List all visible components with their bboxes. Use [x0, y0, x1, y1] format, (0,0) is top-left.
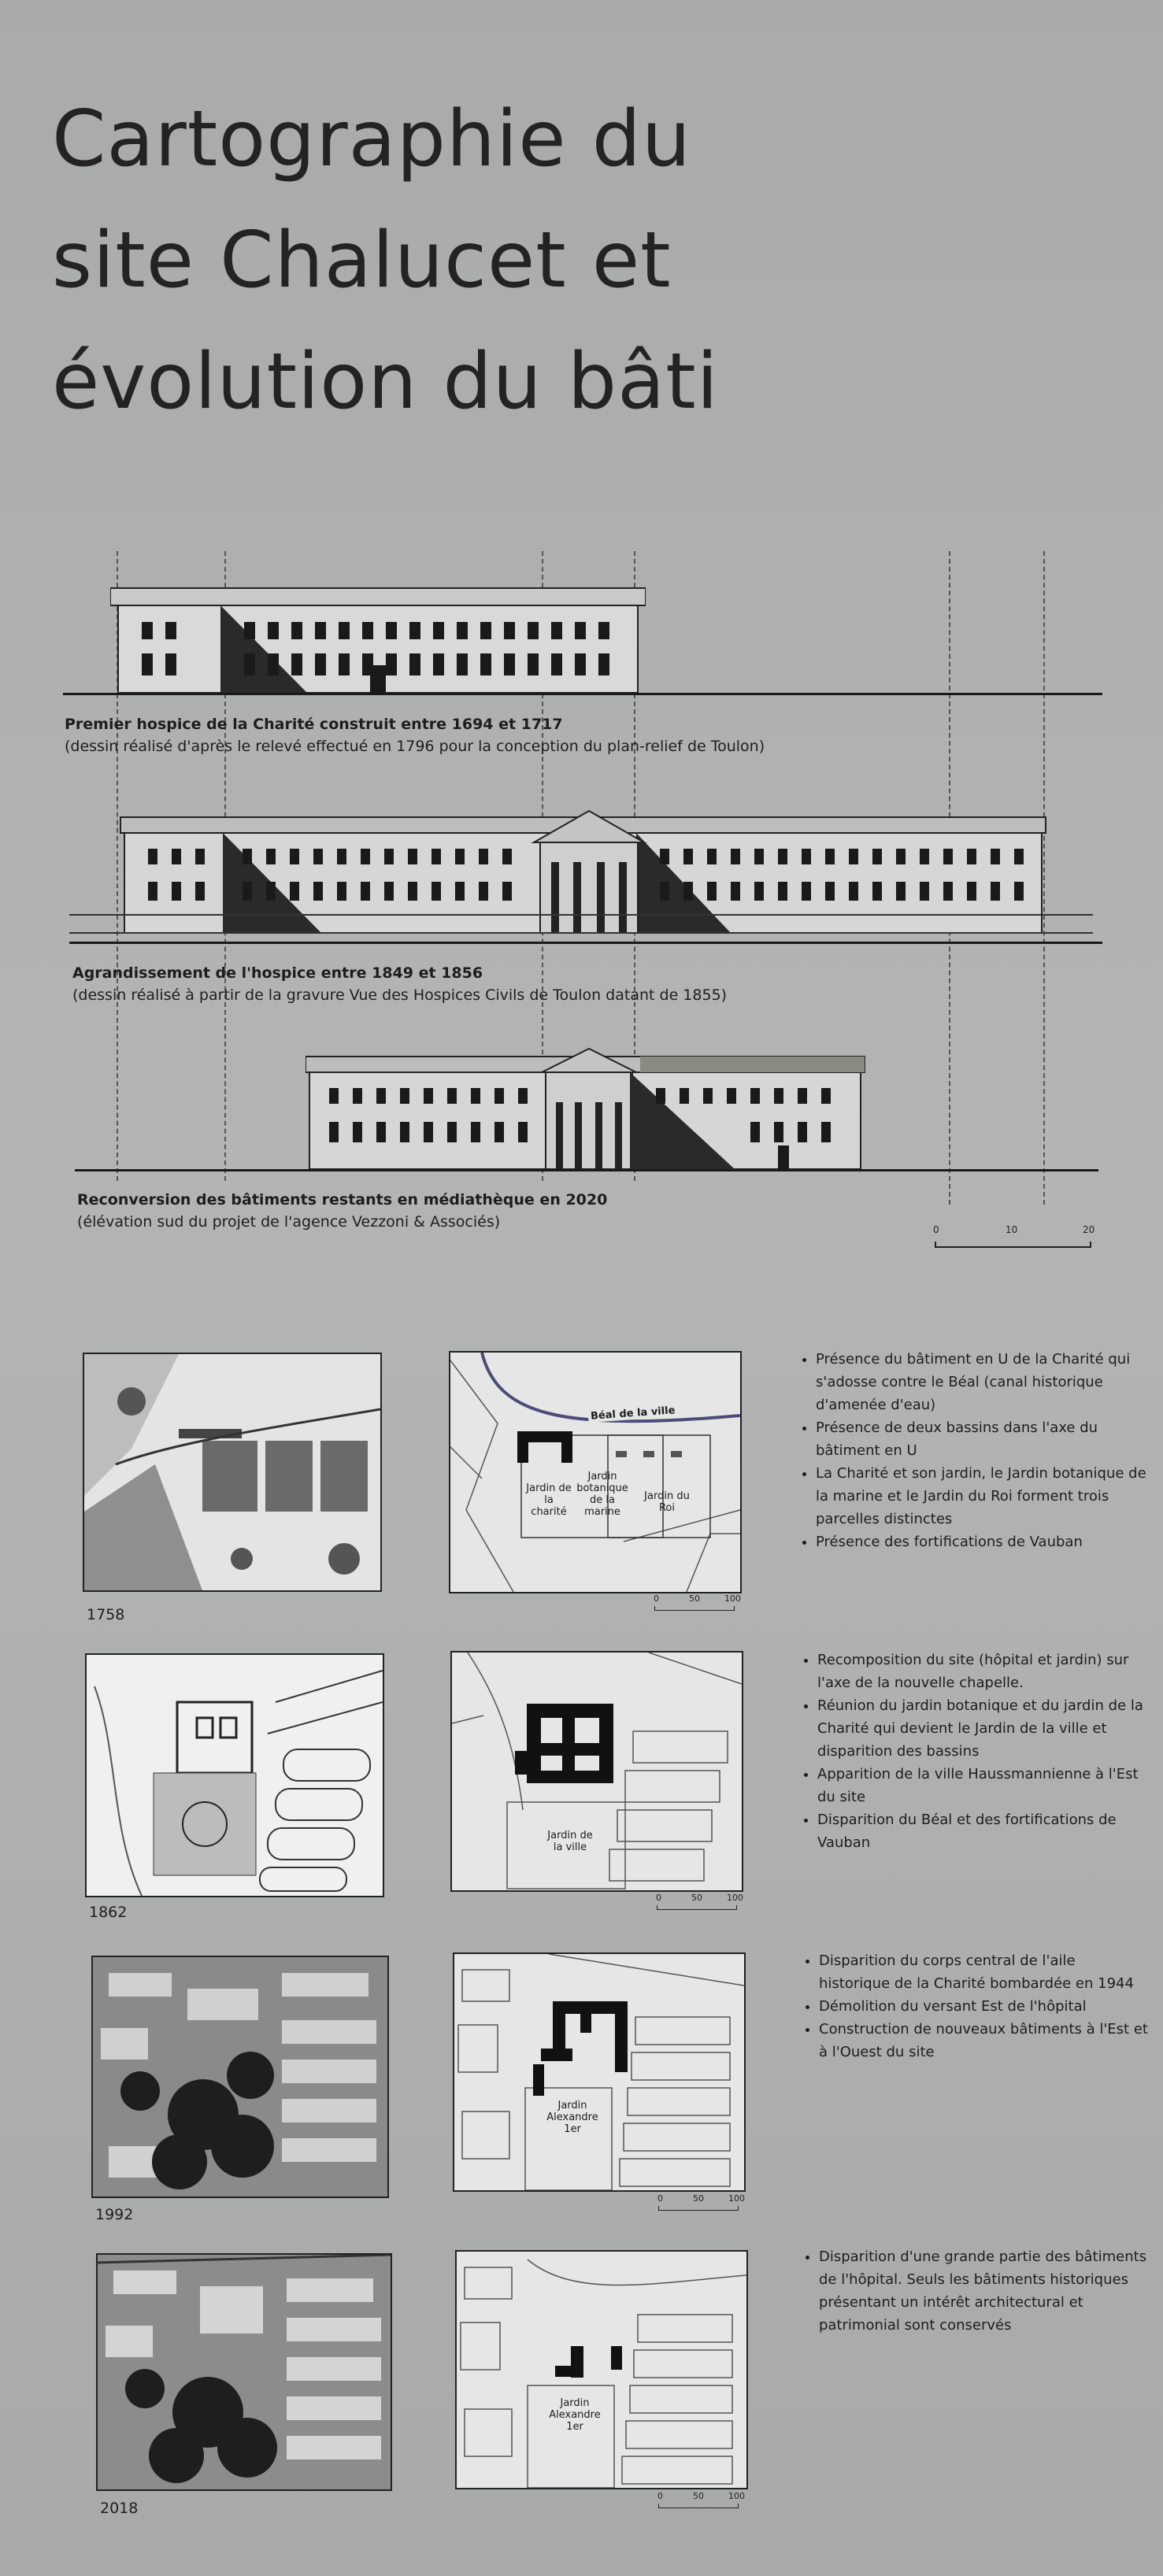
title-line: Cartographie du	[52, 94, 692, 184]
year-label: 1992	[95, 2206, 134, 2223]
ground-line	[69, 942, 1102, 944]
bullet-item: • Démolition du versant Est de l'hôpital	[819, 1995, 1150, 2018]
scale-label: 20	[1083, 1224, 1095, 1235]
title-line: évolution du bâti	[52, 337, 719, 427]
map-label: Béal de la ville	[588, 1405, 678, 1423]
scale-line	[658, 2504, 739, 2508]
year-label: 1758	[87, 1606, 125, 1623]
aerial-photo-1992	[91, 1956, 389, 2198]
elevation-1849-drawing	[69, 795, 1093, 945]
map-label: Jardin de la charité	[526, 1482, 572, 1518]
map-scale-bar	[654, 2489, 748, 2513]
scale-line	[657, 1905, 737, 1910]
scale-label: 50	[693, 2491, 704, 2501]
elevation-subtitle: (dessin réalisé d'après le relevé effectué en 1796 pour la conception du plan-relief de Toulon)	[65, 738, 765, 755]
scale-label: 0	[656, 1893, 661, 1903]
scale-label: 50	[691, 1893, 702, 1903]
map-scale-bar	[650, 1592, 744, 1616]
map-label: Jardin Alexandre 1er	[549, 2397, 601, 2433]
elevation-subtitle: (élévation sud du projet de l'agence Vezzoni & Associés)	[77, 1213, 501, 1231]
scale-label: 0	[657, 2491, 663, 2501]
bullet-item: • Disparition du Béal et des fortifications de Vauban	[817, 1808, 1148, 1854]
scale-label: 50	[693, 2193, 704, 2204]
scale-label: 10	[1006, 1224, 1018, 1235]
site-plan-1758	[449, 1351, 742, 1593]
bullet-item: • Disparition d'une grande partie des bâtiments de l'hôpital. Seuls les bâtiments historiques présentant un intérêt architectural et patrimonial sont conservés	[819, 2245, 1150, 2337]
ground-line	[75, 1169, 1098, 1171]
scale-label: 0	[657, 2193, 663, 2204]
bullet-item: • Présence des fortifications de Vauban	[816, 1530, 1146, 1553]
bullet-list	[795, 1348, 1146, 1553]
bullet-item: • Disparition du corps central de l'aile historique de la Charité bombardée en 1944	[819, 1949, 1150, 1995]
scale-line	[654, 1606, 735, 1611]
elevation-title: Premier hospice de la Charité construit entre 1694 et 1717	[65, 716, 563, 733]
scale-label: 50	[689, 1593, 700, 1604]
scale-label: 0	[933, 1224, 939, 1235]
map-scale-bar	[654, 2192, 748, 2215]
year-label: 1862	[89, 1904, 128, 1921]
site-plan-1992	[453, 1952, 746, 2192]
map-label: Jardin botanique de la marine	[576, 1471, 628, 1518]
historic-map-1758	[83, 1353, 382, 1592]
scale-label: 100	[724, 1593, 741, 1604]
elevation-1694-drawing	[110, 571, 646, 697]
scale-line	[658, 2206, 739, 2211]
map-label: Jardin de la ville	[547, 1830, 593, 1853]
bullet-item: • Recomposition du site (hôpital et jardin) sur l'axe de la nouvelle chapelle.	[817, 1649, 1148, 1694]
elevation-title: Agrandissement de l'hospice entre 1849 et 1856	[72, 964, 483, 982]
scale-label: 100	[728, 2193, 745, 2204]
title-line: site Chalucet et	[52, 216, 672, 305]
page-title	[52, 79, 918, 442]
bullet-list	[798, 1949, 1150, 2063]
historic-map-1862	[85, 1653, 384, 1897]
scale-label: 100	[727, 1893, 743, 1903]
bullet-list	[797, 1649, 1148, 1854]
bullet-item: • Présence du bâtiment en U de la Charité qui s'adosse contre le Béal (canal historique d'amenée d'eau)	[816, 1348, 1146, 1416]
bullet-item: • Apparition de la ville Haussmannienne à l'Est du site	[817, 1763, 1148, 1808]
year-label: 2018	[100, 2500, 139, 2517]
bullet-item: • Réunion du jardin botanique et du jardin de la Charité qui devient le Jardin de la ville et disparition des bassins	[817, 1694, 1148, 1763]
bullet-item: • La Charité et son jardin, le Jardin botanique de la marine et le Jardin du Roi forment trois parcelles distinctes	[816, 1462, 1146, 1530]
site-plan-1862	[450, 1651, 743, 1892]
scale-line	[935, 1242, 1091, 1248]
elevation-caption	[65, 713, 765, 757]
elevation-2020-drawing	[306, 1039, 872, 1173]
scale-label: 100	[728, 2491, 745, 2501]
elevation-scale-bar	[933, 1224, 1095, 1256]
elevation-caption	[77, 1189, 607, 1233]
bullet-item: • Construction de nouveaux bâtiments à l'Est et à l'Ouest du site	[819, 2018, 1150, 2063]
elevation-caption	[72, 962, 727, 1006]
ground-line	[63, 693, 1102, 695]
site-plan-2018	[455, 2250, 748, 2489]
aerial-photo-2018	[96, 2253, 392, 2491]
elevation-subtitle: (dessin réalisé à partir de la gravure Vue des Hospices Civils de Toulon datant de 1855)	[72, 986, 728, 1004]
map-label: Jardin du Roi	[644, 1490, 690, 1514]
bullet-item: • Présence de deux bassins dans l'axe du bâtiment en U	[816, 1416, 1146, 1462]
scale-label: 0	[654, 1593, 659, 1604]
bullet-list	[798, 2245, 1150, 2337]
elevation-title: Reconversion des bâtiments restants en médiathèque en 2020	[77, 1191, 608, 1208]
map-scale-bar	[652, 1891, 746, 1915]
map-label: Jardin Alexandre 1er	[546, 2100, 598, 2135]
